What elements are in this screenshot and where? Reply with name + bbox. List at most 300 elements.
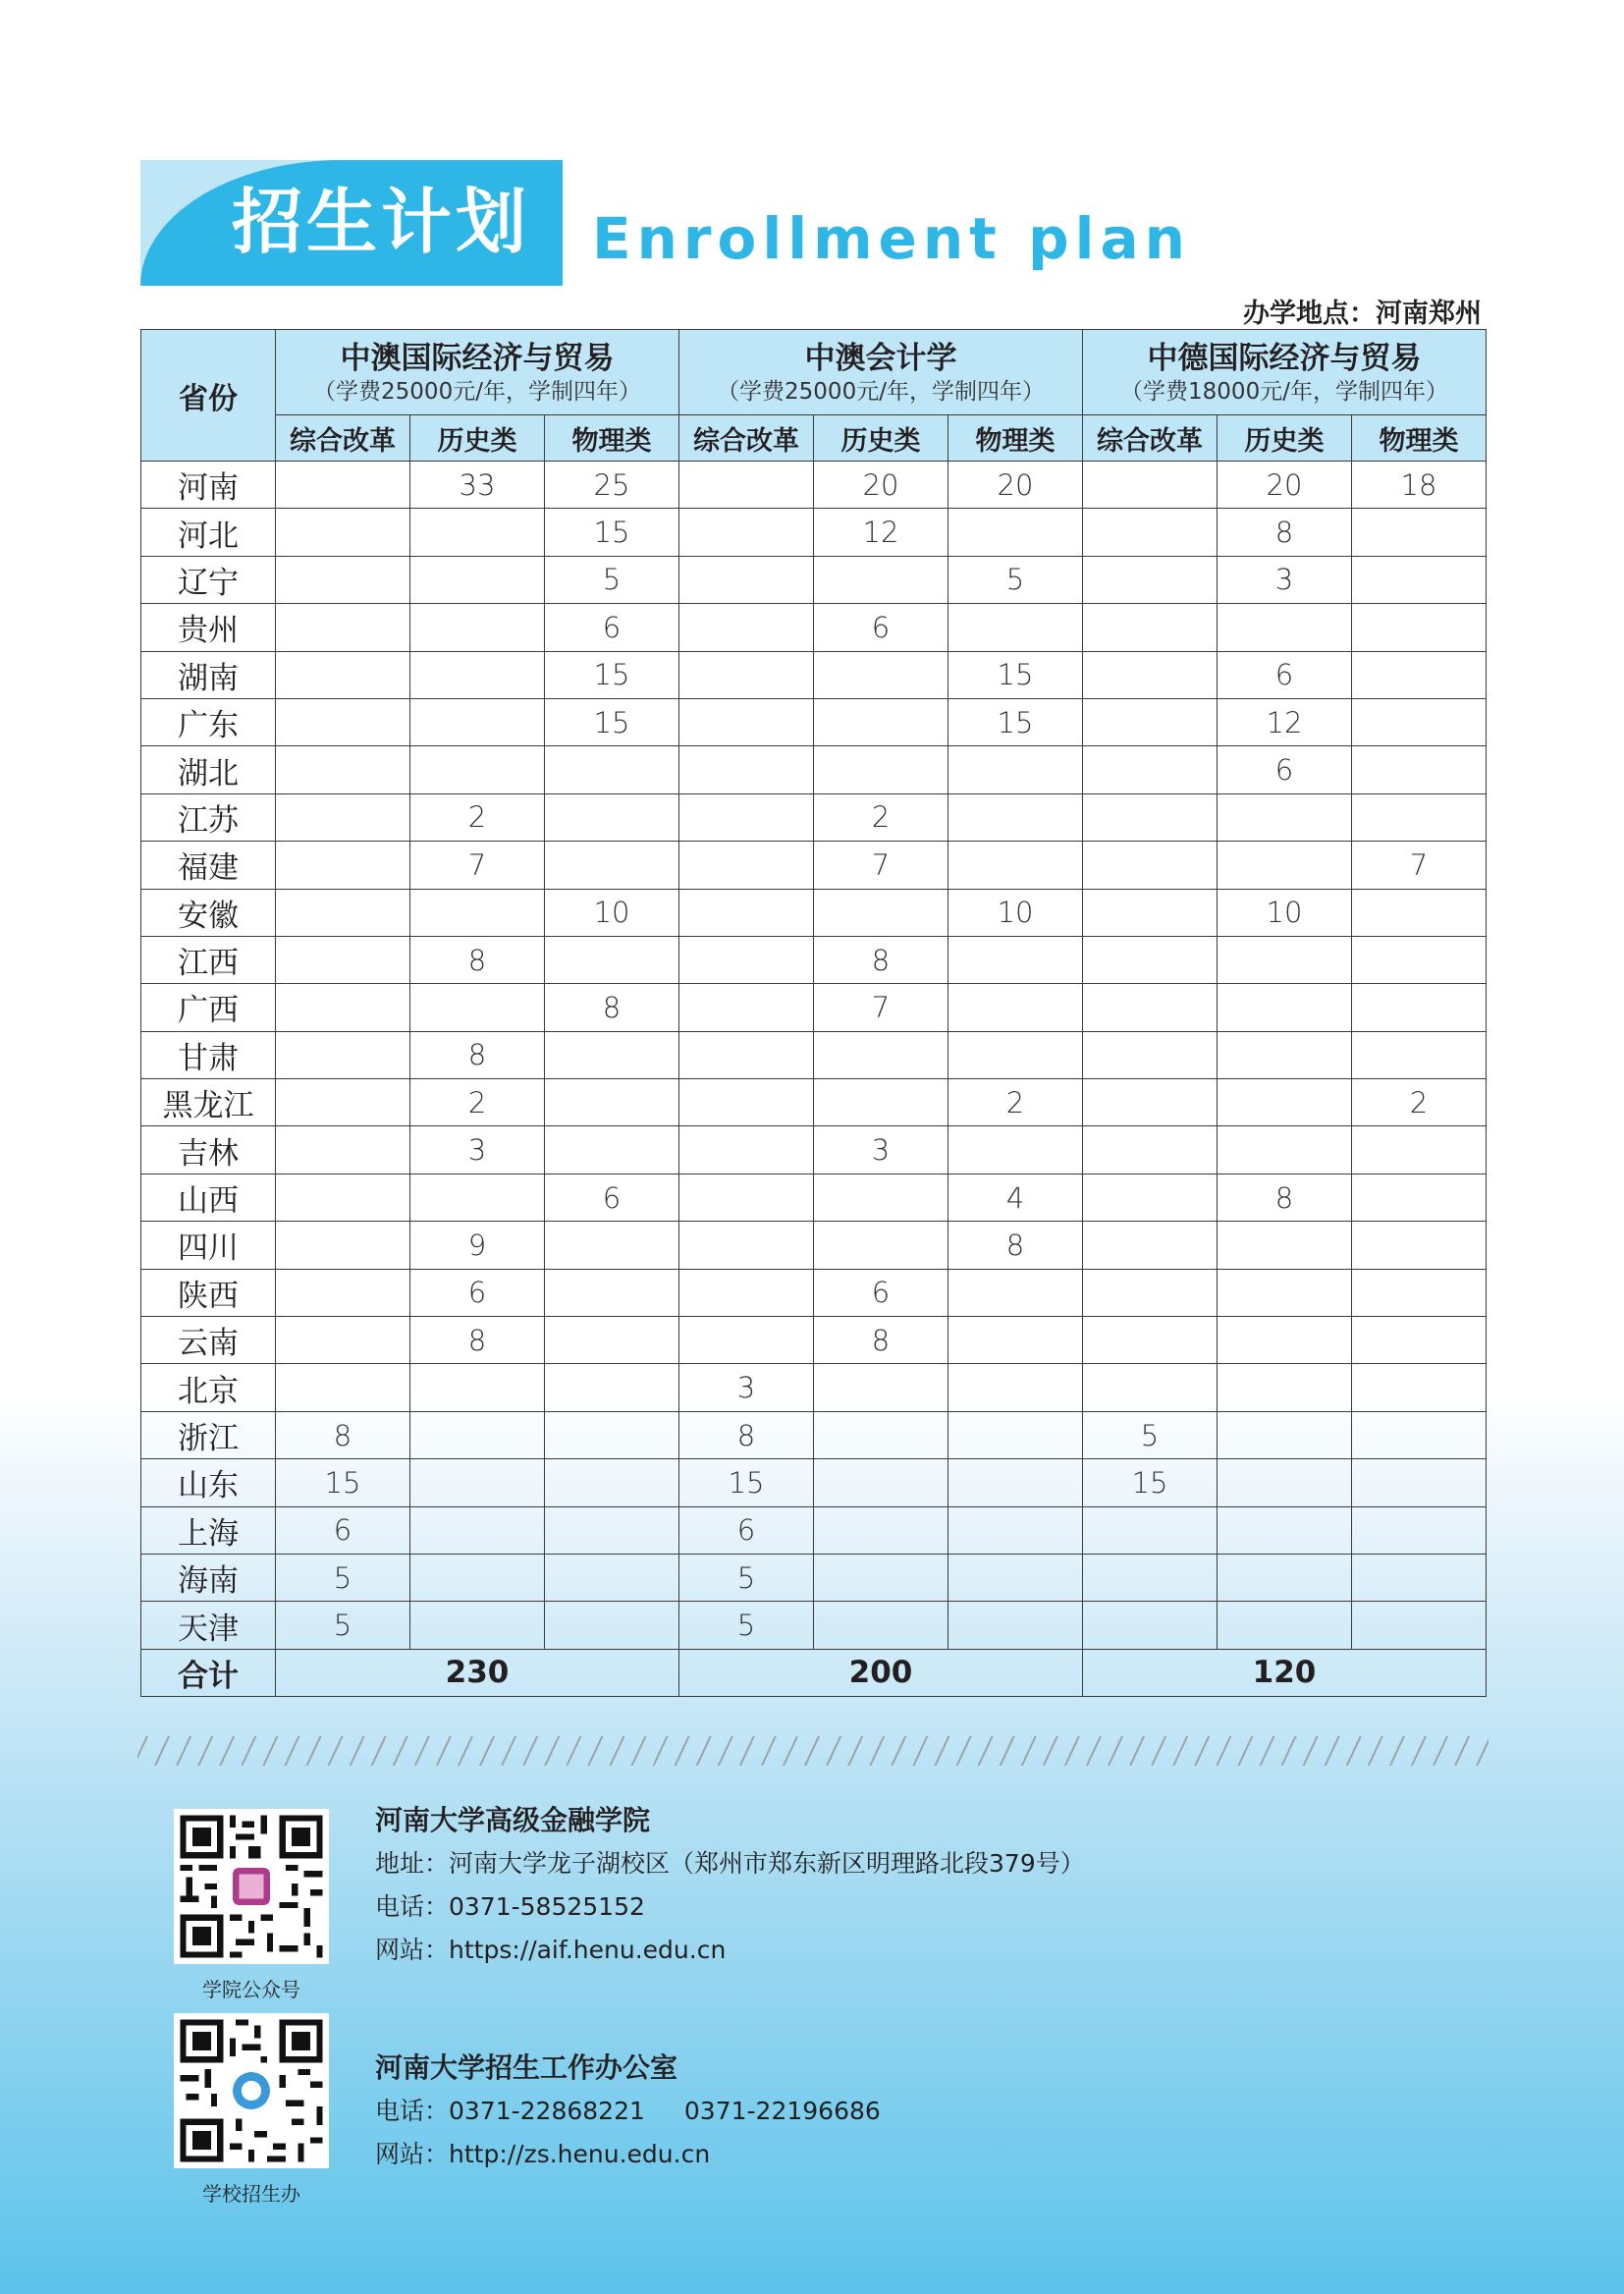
quota-cell bbox=[1352, 889, 1487, 936]
quota-cell: 6 bbox=[1218, 651, 1352, 698]
table-row bbox=[141, 793, 1487, 841]
quota-cell bbox=[1218, 1554, 1352, 1601]
quota-cell bbox=[545, 1459, 679, 1506]
quota-cell: 6 bbox=[814, 1269, 948, 1316]
total-row bbox=[141, 1649, 1487, 1696]
quota-cell bbox=[1083, 604, 1218, 651]
quota-cell bbox=[679, 1222, 814, 1269]
table-row bbox=[141, 1554, 1487, 1601]
table-row bbox=[141, 1079, 1487, 1126]
quota-cell bbox=[1083, 1031, 1218, 1078]
quota-cell: 20 bbox=[1218, 462, 1352, 509]
quota-cell bbox=[679, 556, 814, 603]
province-cell: 天津 bbox=[141, 1602, 276, 1649]
quota-cell bbox=[1218, 842, 1352, 889]
province-cell: 吉林 bbox=[141, 1126, 276, 1174]
quota-cell bbox=[1218, 1079, 1352, 1126]
quota-cell: 2 bbox=[814, 793, 948, 841]
quota-cell: 12 bbox=[814, 509, 948, 556]
quota-cell bbox=[679, 842, 814, 889]
quota-cell bbox=[948, 793, 1083, 841]
quota-cell bbox=[545, 1411, 679, 1458]
quota-cell bbox=[814, 698, 948, 745]
quota-cell bbox=[948, 842, 1083, 889]
quota-cell: 20 bbox=[814, 462, 948, 509]
quota-cell bbox=[410, 1554, 545, 1601]
quota-cell bbox=[276, 984, 410, 1031]
quota-cell bbox=[410, 1602, 545, 1649]
province-cell: 甘肃 bbox=[141, 1031, 276, 1078]
quota-cell: 5 bbox=[276, 1554, 410, 1601]
province-cell: 江苏 bbox=[141, 793, 276, 841]
table-row bbox=[141, 936, 1487, 983]
table-row bbox=[141, 746, 1487, 793]
quota-cell bbox=[814, 1554, 948, 1601]
quota-cell: 20 bbox=[948, 462, 1083, 509]
quota-cell bbox=[1352, 1031, 1487, 1078]
quota-cell bbox=[1218, 1364, 1352, 1411]
quota-cell: 15 bbox=[948, 698, 1083, 745]
page-title-english: Enrollment plan bbox=[592, 205, 1191, 272]
table-row bbox=[141, 1222, 1487, 1269]
quota-cell: 15 bbox=[679, 1459, 814, 1506]
province-header: 省份 bbox=[141, 330, 276, 462]
quota-cell bbox=[1352, 1222, 1487, 1269]
contact-block-college bbox=[375, 1799, 1085, 1972]
quota-cell bbox=[545, 1126, 679, 1174]
table-row bbox=[141, 509, 1487, 556]
subject-header: 综合改革 bbox=[1083, 415, 1218, 462]
province-cell: 安徽 bbox=[141, 889, 276, 936]
subject-header: 综合改革 bbox=[679, 415, 814, 462]
quota-cell bbox=[1083, 1506, 1218, 1554]
quota-cell bbox=[679, 462, 814, 509]
table-row bbox=[141, 1506, 1487, 1554]
quota-cell bbox=[679, 1031, 814, 1078]
quota-cell bbox=[814, 1364, 948, 1411]
quota-cell bbox=[276, 889, 410, 936]
quota-cell bbox=[276, 842, 410, 889]
qr-code-wechat bbox=[174, 1809, 329, 1964]
quota-cell: 5 bbox=[679, 1602, 814, 1649]
total-value: 120 bbox=[1083, 1649, 1487, 1696]
province-cell: 山东 bbox=[141, 1459, 276, 1506]
quota-cell bbox=[1083, 1554, 1218, 1601]
quota-cell bbox=[1218, 936, 1352, 983]
quota-cell bbox=[1218, 1222, 1352, 1269]
province-cell: 山西 bbox=[141, 1174, 276, 1221]
quota-cell bbox=[276, 556, 410, 603]
quota-cell bbox=[545, 1506, 679, 1554]
quota-cell: 7 bbox=[814, 842, 948, 889]
quota-cell bbox=[1352, 746, 1487, 793]
quota-cell bbox=[410, 604, 545, 651]
contact-website[interactable]: 网站：https://aif.henu.edu.cn bbox=[375, 1936, 727, 1964]
quota-cell: 3 bbox=[679, 1364, 814, 1411]
province-cell: 广东 bbox=[141, 698, 276, 745]
subject-header: 历史类 bbox=[1218, 415, 1352, 462]
quota-cell bbox=[948, 1506, 1083, 1554]
quota-cell bbox=[545, 842, 679, 889]
quota-cell bbox=[1083, 556, 1218, 603]
subject-header: 物理类 bbox=[1352, 415, 1487, 462]
quota-cell bbox=[948, 509, 1083, 556]
table-body bbox=[141, 462, 1487, 1650]
quota-cell bbox=[679, 698, 814, 745]
quota-cell bbox=[1352, 604, 1487, 651]
quota-cell bbox=[1083, 793, 1218, 841]
quota-cell: 15 bbox=[545, 698, 679, 745]
quota-cell bbox=[276, 1317, 410, 1364]
quota-cell bbox=[545, 793, 679, 841]
quota-cell bbox=[948, 1554, 1083, 1601]
quota-cell bbox=[276, 936, 410, 983]
quota-cell: 15 bbox=[948, 651, 1083, 698]
province-cell: 广西 bbox=[141, 984, 276, 1031]
table-row bbox=[141, 984, 1487, 1031]
quota-cell bbox=[679, 1126, 814, 1174]
contact-name: 河南大学高级金融学院 bbox=[375, 1804, 651, 1836]
quota-cell: 33 bbox=[410, 462, 545, 509]
quota-cell bbox=[1218, 1459, 1352, 1506]
quota-cell: 8 bbox=[814, 1317, 948, 1364]
quota-cell bbox=[814, 1602, 948, 1649]
quota-cell bbox=[679, 889, 814, 936]
subject-header: 历史类 bbox=[410, 415, 545, 462]
table-row bbox=[141, 1174, 1487, 1221]
quota-cell: 6 bbox=[545, 1174, 679, 1221]
quota-cell bbox=[679, 793, 814, 841]
quota-cell bbox=[410, 1411, 545, 1458]
quota-cell: 10 bbox=[545, 889, 679, 936]
quota-cell bbox=[1083, 509, 1218, 556]
subject-header: 物理类 bbox=[948, 415, 1083, 462]
quota-cell: 6 bbox=[679, 1506, 814, 1554]
quota-cell: 5 bbox=[545, 556, 679, 603]
subject-header: 综合改革 bbox=[276, 415, 410, 462]
quota-cell bbox=[1218, 1126, 1352, 1174]
quota-cell bbox=[814, 1222, 948, 1269]
province-cell: 四川 bbox=[141, 1222, 276, 1269]
quota-cell: 8 bbox=[814, 936, 948, 983]
total-label: 合计 bbox=[141, 1649, 276, 1696]
table-row bbox=[141, 698, 1487, 745]
quota-cell bbox=[276, 1222, 410, 1269]
divider bbox=[137, 1736, 1489, 1766]
quota-cell bbox=[679, 604, 814, 651]
quota-cell: 8 bbox=[948, 1222, 1083, 1269]
quota-cell bbox=[1352, 651, 1487, 698]
quota-cell bbox=[679, 1079, 814, 1126]
quota-cell: 5 bbox=[1083, 1411, 1218, 1458]
quota-cell: 7 bbox=[410, 842, 545, 889]
quota-cell bbox=[276, 1269, 410, 1316]
province-cell: 湖北 bbox=[141, 746, 276, 793]
contact-address: 地址：河南大学龙子湖校区（郑州市郑东新区明理路北段379号） bbox=[375, 1849, 1085, 1878]
quota-cell bbox=[948, 1269, 1083, 1316]
quota-cell: 12 bbox=[1218, 698, 1352, 745]
quota-cell: 5 bbox=[276, 1602, 410, 1649]
quota-cell: 6 bbox=[410, 1269, 545, 1316]
quota-cell: 3 bbox=[814, 1126, 948, 1174]
contact-block-admissions bbox=[375, 2047, 881, 2176]
quota-cell bbox=[948, 1602, 1083, 1649]
table-row bbox=[141, 1031, 1487, 1078]
quota-cell bbox=[276, 1364, 410, 1411]
quota-cell bbox=[948, 746, 1083, 793]
quota-cell bbox=[679, 936, 814, 983]
quota-cell bbox=[814, 1506, 948, 1554]
quota-cell: 8 bbox=[679, 1411, 814, 1458]
province-cell: 云南 bbox=[141, 1317, 276, 1364]
quota-cell bbox=[1083, 462, 1218, 509]
table-row bbox=[141, 556, 1487, 603]
quota-cell bbox=[1352, 936, 1487, 983]
table-row bbox=[141, 1602, 1487, 1649]
subject-header: 物理类 bbox=[545, 415, 679, 462]
quota-cell bbox=[1352, 509, 1487, 556]
quota-cell bbox=[679, 651, 814, 698]
quota-cell: 8 bbox=[410, 1031, 545, 1078]
quota-cell: 15 bbox=[1083, 1459, 1218, 1506]
quota-cell bbox=[1352, 1317, 1487, 1364]
quota-cell bbox=[814, 556, 948, 603]
quota-cell: 7 bbox=[814, 984, 948, 1031]
quota-cell bbox=[276, 1079, 410, 1126]
quota-cell: 4 bbox=[948, 1174, 1083, 1221]
quota-cell bbox=[679, 984, 814, 1031]
quota-cell bbox=[1218, 984, 1352, 1031]
quota-cell bbox=[948, 1317, 1083, 1364]
quota-cell: 2 bbox=[948, 1079, 1083, 1126]
table-row bbox=[141, 462, 1487, 509]
quota-cell bbox=[410, 651, 545, 698]
quota-cell bbox=[1083, 1126, 1218, 1174]
major-header: 中澳国际经济与贸易 （学费25000元/年，学制四年） bbox=[276, 330, 679, 415]
contact-website[interactable]: 网站：http://zs.henu.edu.cn bbox=[375, 2140, 711, 2168]
quota-cell bbox=[276, 793, 410, 841]
quota-cell bbox=[545, 746, 679, 793]
quota-cell: 8 bbox=[1218, 509, 1352, 556]
province-cell: 黑龙江 bbox=[141, 1079, 276, 1126]
qr-caption: 学校招生办 bbox=[202, 2182, 300, 2206]
contact-phone: 电话：0371-22868221 0371-22196686 bbox=[375, 2097, 881, 2125]
quota-cell bbox=[1352, 984, 1487, 1031]
quota-cell bbox=[1352, 698, 1487, 745]
table-row bbox=[141, 1411, 1487, 1458]
quota-cell bbox=[1218, 1506, 1352, 1554]
table-row bbox=[141, 1126, 1487, 1174]
quota-cell: 8 bbox=[1218, 1174, 1352, 1221]
quota-cell: 10 bbox=[1218, 889, 1352, 936]
quota-cell bbox=[1352, 1126, 1487, 1174]
page-title: 招生计划 bbox=[232, 181, 531, 263]
quota-cell: 25 bbox=[545, 462, 679, 509]
quota-cell: 3 bbox=[410, 1126, 545, 1174]
quota-cell bbox=[1083, 1079, 1218, 1126]
quota-cell bbox=[1083, 1222, 1218, 1269]
quota-cell bbox=[410, 1459, 545, 1506]
table-row bbox=[141, 604, 1487, 651]
total-value: 230 bbox=[276, 1649, 679, 1696]
province-cell: 河南 bbox=[141, 462, 276, 509]
quota-cell bbox=[1218, 793, 1352, 841]
quota-cell bbox=[1352, 1364, 1487, 1411]
table-row bbox=[141, 1364, 1487, 1411]
quota-cell bbox=[1083, 1364, 1218, 1411]
subject-header: 历史类 bbox=[814, 415, 948, 462]
quota-cell bbox=[1352, 1459, 1487, 1506]
quota-cell bbox=[1083, 698, 1218, 745]
quota-cell bbox=[1352, 1554, 1487, 1601]
enrollment-table bbox=[140, 329, 1487, 1697]
quota-cell bbox=[1083, 1602, 1218, 1649]
quota-cell bbox=[1352, 1174, 1487, 1221]
quota-cell bbox=[1083, 842, 1218, 889]
quota-cell bbox=[1352, 1269, 1487, 1316]
quota-cell: 8 bbox=[410, 1317, 545, 1364]
quota-cell: 6 bbox=[1218, 746, 1352, 793]
quota-cell bbox=[1218, 1269, 1352, 1316]
quota-cell bbox=[1352, 1411, 1487, 1458]
quota-cell bbox=[276, 604, 410, 651]
table-row bbox=[141, 1459, 1487, 1506]
quota-cell bbox=[545, 1317, 679, 1364]
quota-cell bbox=[545, 1602, 679, 1649]
major-header: 中澳会计学 （学费25000元/年，学制四年） bbox=[679, 330, 1083, 415]
province-cell: 河北 bbox=[141, 509, 276, 556]
quota-cell bbox=[1083, 746, 1218, 793]
quota-cell bbox=[948, 1411, 1083, 1458]
qr-caption: 学院公众号 bbox=[202, 1978, 300, 2001]
quota-cell bbox=[545, 936, 679, 983]
quota-cell: 6 bbox=[814, 604, 948, 651]
total-value: 200 bbox=[679, 1649, 1083, 1696]
quota-cell: 15 bbox=[545, 509, 679, 556]
quota-cell bbox=[1218, 1317, 1352, 1364]
quota-cell: 6 bbox=[276, 1506, 410, 1554]
table-row bbox=[141, 842, 1487, 889]
quota-cell: 2 bbox=[410, 793, 545, 841]
quota-cell bbox=[276, 1126, 410, 1174]
quota-cell: 7 bbox=[1352, 842, 1487, 889]
quota-cell bbox=[545, 1364, 679, 1411]
quota-cell: 15 bbox=[545, 651, 679, 698]
quota-cell bbox=[1083, 1269, 1218, 1316]
quota-cell bbox=[410, 746, 545, 793]
quota-cell bbox=[1218, 1411, 1352, 1458]
province-cell: 浙江 bbox=[141, 1411, 276, 1458]
contact-phone: 电话：0371-58525152 bbox=[375, 1892, 645, 1921]
quota-cell bbox=[545, 1079, 679, 1126]
quota-cell bbox=[276, 1174, 410, 1221]
quota-cell bbox=[276, 1031, 410, 1078]
quota-cell: 2 bbox=[410, 1079, 545, 1126]
quota-cell bbox=[948, 984, 1083, 1031]
table-row bbox=[141, 1269, 1487, 1316]
quota-cell bbox=[814, 1031, 948, 1078]
quota-cell bbox=[1083, 1174, 1218, 1221]
province-cell: 贵州 bbox=[141, 604, 276, 651]
quota-cell bbox=[814, 651, 948, 698]
quota-cell bbox=[1352, 1602, 1487, 1649]
province-cell: 江西 bbox=[141, 936, 276, 983]
quota-cell bbox=[410, 889, 545, 936]
quota-cell bbox=[276, 746, 410, 793]
table-row bbox=[141, 889, 1487, 936]
quota-cell: 8 bbox=[410, 936, 545, 983]
quota-cell bbox=[545, 1031, 679, 1078]
province-cell: 北京 bbox=[141, 1364, 276, 1411]
quota-cell bbox=[814, 889, 948, 936]
quota-cell: 5 bbox=[948, 556, 1083, 603]
campus-location: 办学地点：河南郑州 bbox=[1243, 299, 1482, 329]
quota-cell: 10 bbox=[948, 889, 1083, 936]
province-cell: 福建 bbox=[141, 842, 276, 889]
major-header: 中德国际经济与贸易 （学费18000元/年，学制四年） bbox=[1083, 330, 1487, 415]
quota-cell bbox=[545, 1269, 679, 1316]
quota-cell bbox=[410, 1174, 545, 1221]
quota-cell bbox=[276, 509, 410, 556]
quota-cell: 8 bbox=[276, 1411, 410, 1458]
quota-cell bbox=[679, 1174, 814, 1221]
quota-cell: 9 bbox=[410, 1222, 545, 1269]
quota-cell bbox=[814, 1411, 948, 1458]
quota-cell bbox=[1083, 651, 1218, 698]
quota-cell bbox=[679, 1317, 814, 1364]
qr-code-admissions bbox=[174, 2013, 329, 2168]
quota-cell bbox=[410, 1364, 545, 1411]
quota-cell bbox=[948, 1031, 1083, 1078]
quota-cell bbox=[948, 604, 1083, 651]
quota-cell bbox=[276, 698, 410, 745]
province-cell: 辽宁 bbox=[141, 556, 276, 603]
quota-cell bbox=[545, 1554, 679, 1601]
quota-cell bbox=[1218, 1031, 1352, 1078]
quota-cell bbox=[814, 1079, 948, 1126]
quota-cell bbox=[948, 936, 1083, 983]
quota-cell: 2 bbox=[1352, 1079, 1487, 1126]
quota-cell: 8 bbox=[545, 984, 679, 1031]
quota-cell bbox=[814, 1459, 948, 1506]
quota-cell bbox=[948, 1364, 1083, 1411]
quota-cell bbox=[948, 1126, 1083, 1174]
quota-cell bbox=[1083, 889, 1218, 936]
quota-cell bbox=[1352, 1506, 1487, 1554]
quota-cell bbox=[1083, 936, 1218, 983]
quota-cell bbox=[276, 462, 410, 509]
quota-cell bbox=[410, 509, 545, 556]
quota-cell bbox=[410, 1506, 545, 1554]
quota-cell bbox=[410, 556, 545, 603]
quota-cell bbox=[679, 509, 814, 556]
quota-cell bbox=[276, 651, 410, 698]
quota-cell: 15 bbox=[276, 1459, 410, 1506]
province-cell: 陕西 bbox=[141, 1269, 276, 1316]
quota-cell bbox=[1218, 1602, 1352, 1649]
quota-cell: 18 bbox=[1352, 462, 1487, 509]
quota-cell bbox=[545, 1222, 679, 1269]
quota-cell bbox=[814, 746, 948, 793]
table-row bbox=[141, 651, 1487, 698]
quota-cell bbox=[1083, 984, 1218, 1031]
quota-cell bbox=[1218, 604, 1352, 651]
province-cell: 海南 bbox=[141, 1554, 276, 1601]
quota-cell: 6 bbox=[545, 604, 679, 651]
quota-cell bbox=[410, 984, 545, 1031]
quota-cell bbox=[814, 1174, 948, 1221]
quota-cell: 5 bbox=[679, 1554, 814, 1601]
